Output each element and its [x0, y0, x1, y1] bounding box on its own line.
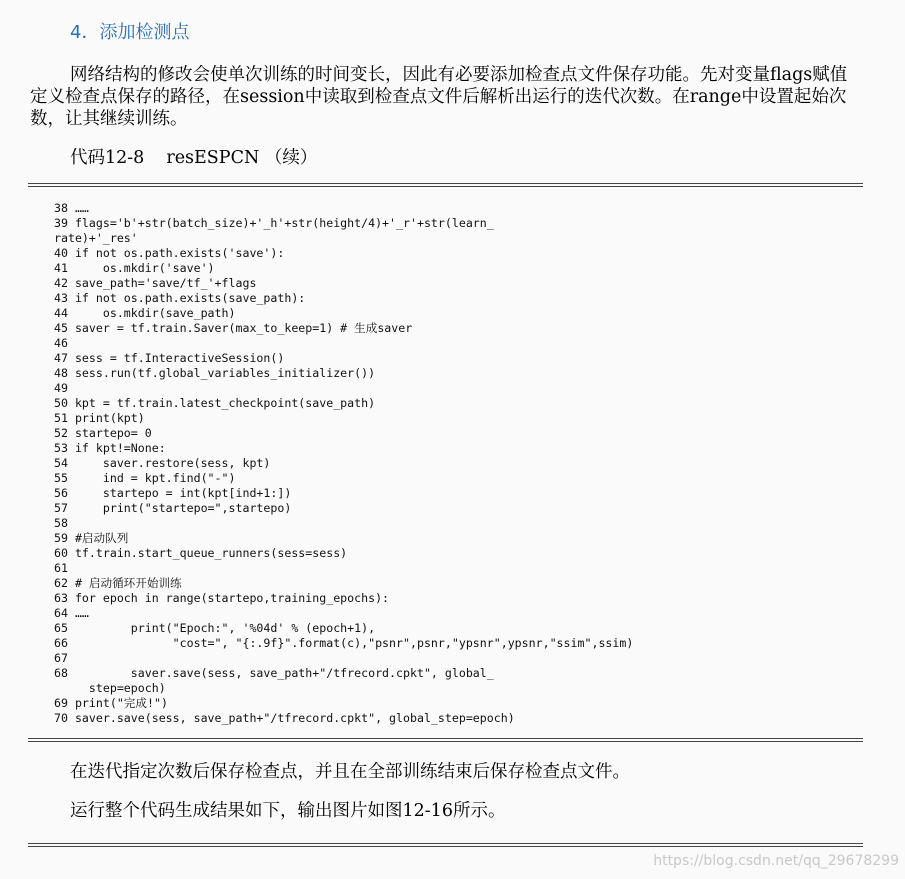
code-line: step=epoch)	[54, 681, 166, 695]
code-line: 60 tf.train.start_queue_runners(sess=sess)	[54, 546, 348, 560]
intro-paragraph: 网络结构的修改会使单次训练的时间变长，因此有必要添加检查点文件保存功能。先对变量flags赋值定义检查点保存的路径，在session中读取到检查点文件后解析出运行的迭代次数。在range中设置起始次数，让其继续训练。	[30, 65, 848, 129]
code-line: 45 saver = tf.train.Saver(max_to_keep=1) # 生成saver	[54, 321, 413, 335]
code-line: 67	[54, 651, 68, 665]
code-caption	[70, 144, 317, 169]
code-line: 62 # 启动循环开始训练	[54, 576, 182, 590]
code-line: 56 startepo = int(kpt[ind+1:])	[54, 486, 292, 500]
code-line: 69 print("完成!")	[54, 696, 168, 710]
code-line: 66 "cost=", "{:.9f}".format(c),"psnr",psnr,"ypsnr",ypsnr,"ssim",ssim)	[54, 636, 634, 650]
caption-number: 代码12-8	[70, 148, 145, 168]
code-line: 64 ……	[54, 606, 89, 620]
result-paragraph: 运行整个代码生成结果如下，输出图片如图12-16所示。	[70, 801, 506, 821]
after-paragraph: 在迭代指定次数后保存检查点，并且在全部训练结束后保存检查点文件。	[70, 762, 630, 782]
code-block	[54, 201, 854, 726]
code-line: 61	[54, 561, 68, 575]
code-line: 49	[54, 381, 68, 395]
code-bottom-rule	[28, 738, 863, 742]
code-line: 51 print(kpt)	[54, 411, 145, 425]
page-end-rule	[28, 843, 863, 847]
code-line: 59 #启动队列	[54, 531, 129, 545]
code-line: 70 saver.save(sess, save_path+"/tfrecord.cpkt", global_step=epoch)	[54, 711, 515, 725]
section-title: 4．添加检测点	[70, 22, 190, 43]
watermark: https://blog.csdn.net/qq_29678299	[653, 853, 899, 869]
code-line: 58	[54, 516, 68, 530]
code-line: 57 print("startepo=",startepo)	[54, 501, 292, 515]
code-line: 46	[54, 336, 68, 350]
code-line: 39 flags='b'+str(batch_size)+'_h'+str(height/4)+'_r'+str(learn_	[54, 216, 494, 230]
code-line: 41 os.mkdir('save')	[54, 261, 215, 275]
code-line: 43 if not os.path.exists(save_path):	[54, 291, 306, 305]
code-line: 55 ind = kpt.find("-")	[54, 471, 236, 485]
code-line: 47 sess = tf.InteractiveSession()	[54, 351, 285, 365]
code-top-rule	[28, 183, 863, 187]
code-line: 68 saver.save(sess, save_path+"/tfrecord.cpkt", global_	[54, 666, 494, 680]
code-line: 42 save_path='save/tf_'+flags	[54, 276, 257, 290]
code-line: 50 kpt = tf.train.latest_checkpoint(save_path)	[54, 396, 376, 410]
code-line: 53 if kpt!=None:	[54, 441, 166, 455]
code-line: 40 if not os.path.exists('save'):	[54, 246, 285, 260]
code-line: 48 sess.run(tf.global_variables_initializer())	[54, 366, 376, 380]
caption-title: resESPCN （续）	[166, 148, 318, 168]
code-line: 63 for epoch in range(startepo,training_epochs):	[54, 591, 390, 605]
code-line: 44 os.mkdir(save_path)	[54, 306, 236, 320]
code-line: 54 saver.restore(sess, kpt)	[54, 456, 271, 470]
code-line: 65 print("Epoch:", '%04d' % (epoch+1),	[54, 621, 376, 635]
code-line: rate)+'_res'	[54, 231, 138, 245]
code-line: 38 ……	[54, 201, 89, 215]
code-line: 52 startepo= 0	[54, 426, 152, 440]
